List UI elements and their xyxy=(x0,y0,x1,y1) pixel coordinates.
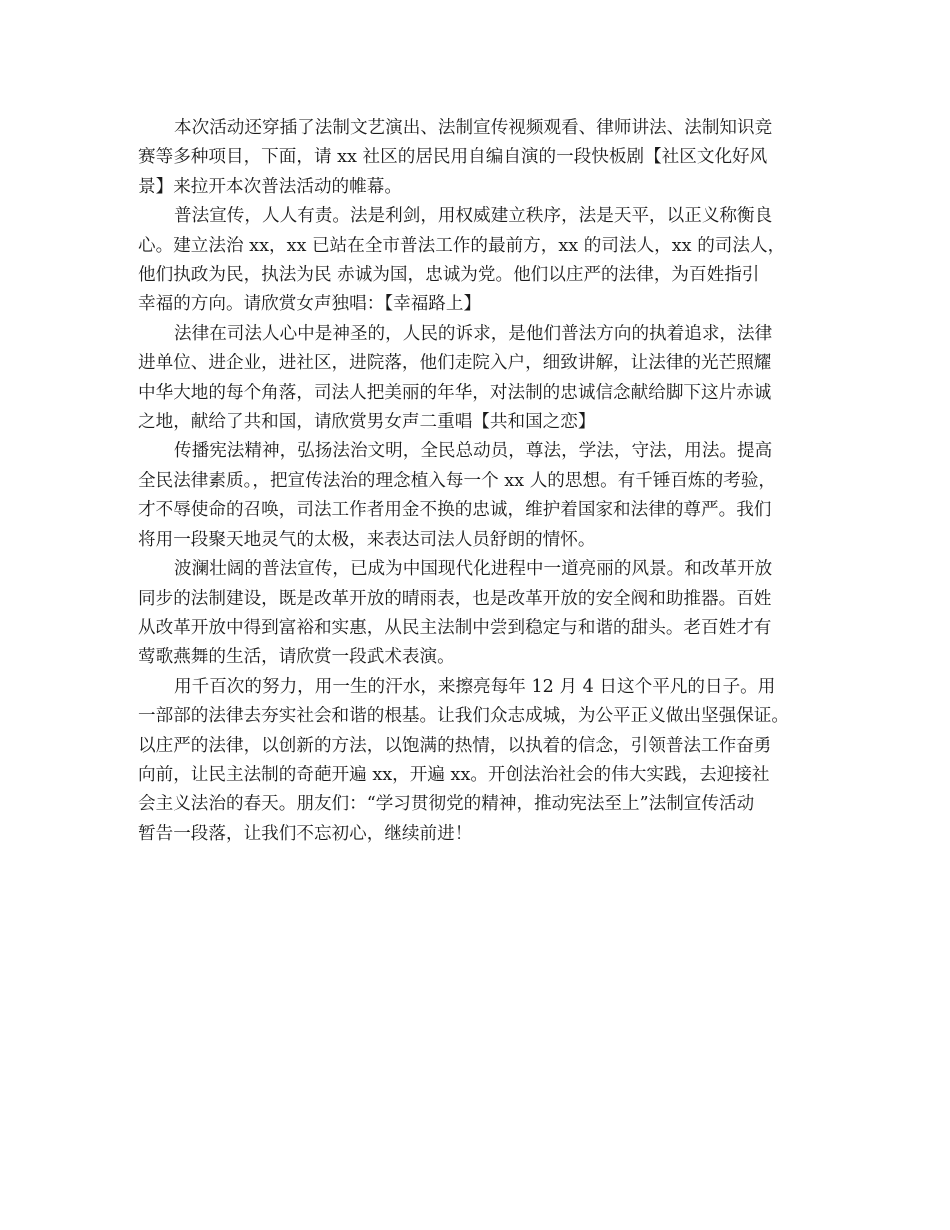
text-line: 一部部的法律去夯实社会和谐的根基。让我们众志成城，为公平正义做出坚强保证。 xyxy=(138,706,789,727)
paragraph-5 xyxy=(138,555,818,673)
text-line: 之地，献给了共和国，请欣赏男女声二重唱【共和国之恋】 xyxy=(138,412,596,433)
text-line: 幸福的方向。请欣赏女声独唱：【幸福路上】 xyxy=(138,294,482,315)
text-line: 暂告一段落，让我们不忘初心，继续前进！ xyxy=(138,823,473,844)
text-line: 普法宣传，人人有责。法是利剑，用权威建立秩序，法是天平，以正义称衡良 xyxy=(174,206,773,227)
text-line: 莺歌燕舞的生活，请欣赏一段武术表演。 xyxy=(138,647,455,668)
text-line: 才不辱使命的召唤，司法工作者用金不换的忠诚，维护着国家和法律的尊严。我们 xyxy=(138,500,772,521)
text-line: 心。建立法治 xx，xx 已站在全市普法工作的最前方，xx 的司法人，xx 的司法人， xyxy=(138,235,786,256)
text-line: 中华大地的每个角落，司法人把美丽的年华，对法制的忠诚信念献给脚下这片赤诚 xyxy=(138,382,772,403)
text-line: 向前，让民主法制的奇葩开遍 xx，开遍 xx。开创法治社会的伟大实践，去迎接社 xyxy=(138,764,770,785)
text-line: 他们执政为民，执法为民 赤诚为国，忠诚为党。他们以庄严的法律，为百姓指引 xyxy=(138,265,760,286)
paragraph-6 xyxy=(138,673,818,849)
text-line: 进单位、进企业，进社区，进院落，他们走院入户，细致讲解，让法律的光芒照耀 xyxy=(138,353,772,374)
text-line: 波澜壮阔的普法宣传，已成为中国现代化进程中一道亮丽的风景。和改革开放 xyxy=(174,559,773,580)
text-line: 同步的法制建设，既是改革开放的晴雨表，也是改革开放的安全阀和助推器。百姓 xyxy=(138,588,772,609)
text-line: 会主义法治的春天。朋友们：“学习贯彻党的精神，推动宪法至上”法制宣传活动 xyxy=(138,794,755,815)
text-line: 法律在司法人心中是神圣的，人民的诉求，是他们普法方向的执着追求，法律 xyxy=(174,323,773,344)
text-line: 从改革开放中得到富裕和实惠，从民主法制中尝到稳定与和谐的甜头。老百姓才有 xyxy=(138,617,772,638)
text-line: 全民法律素质。，把宣传法治的理念植入每一个 xx 人的思想。有千锤百炼的考验， xyxy=(138,470,777,491)
text-line: 传播宪法精神，弘扬法治文明，全民总动员，尊法，学法，守法，用法。提高 xyxy=(174,441,773,462)
paragraph-1 xyxy=(138,114,818,202)
paragraph-3 xyxy=(138,320,818,438)
text-line: 用千百次的努力，用一生的汗水，来擦亮每年 12 月 4 日这个平凡的日子。用 xyxy=(174,676,776,697)
text-line: 本次活动还穿插了法制文艺演出、法制宣传视频观看、律师讲法、法制知识竞 xyxy=(174,118,773,138)
paragraph-4 xyxy=(138,437,818,555)
text-line: 以庄严的法律，以创新的方法，以饱满的热情，以执着的信念，引领普法工作奋勇 xyxy=(138,735,772,756)
text-line: 赛等多种项目，下面，请 xx 社区的居民用自编自演的一段快板剧【社区文化好风 xyxy=(138,147,768,168)
text-line: 景】来拉开本次普法活动的帷幕。 xyxy=(138,176,402,197)
text-line: 将用一段聚天地灵气的太极，来表达司法人员舒朗的情怀。 xyxy=(138,529,596,550)
document-body xyxy=(138,114,818,849)
paragraph-2 xyxy=(138,202,818,320)
